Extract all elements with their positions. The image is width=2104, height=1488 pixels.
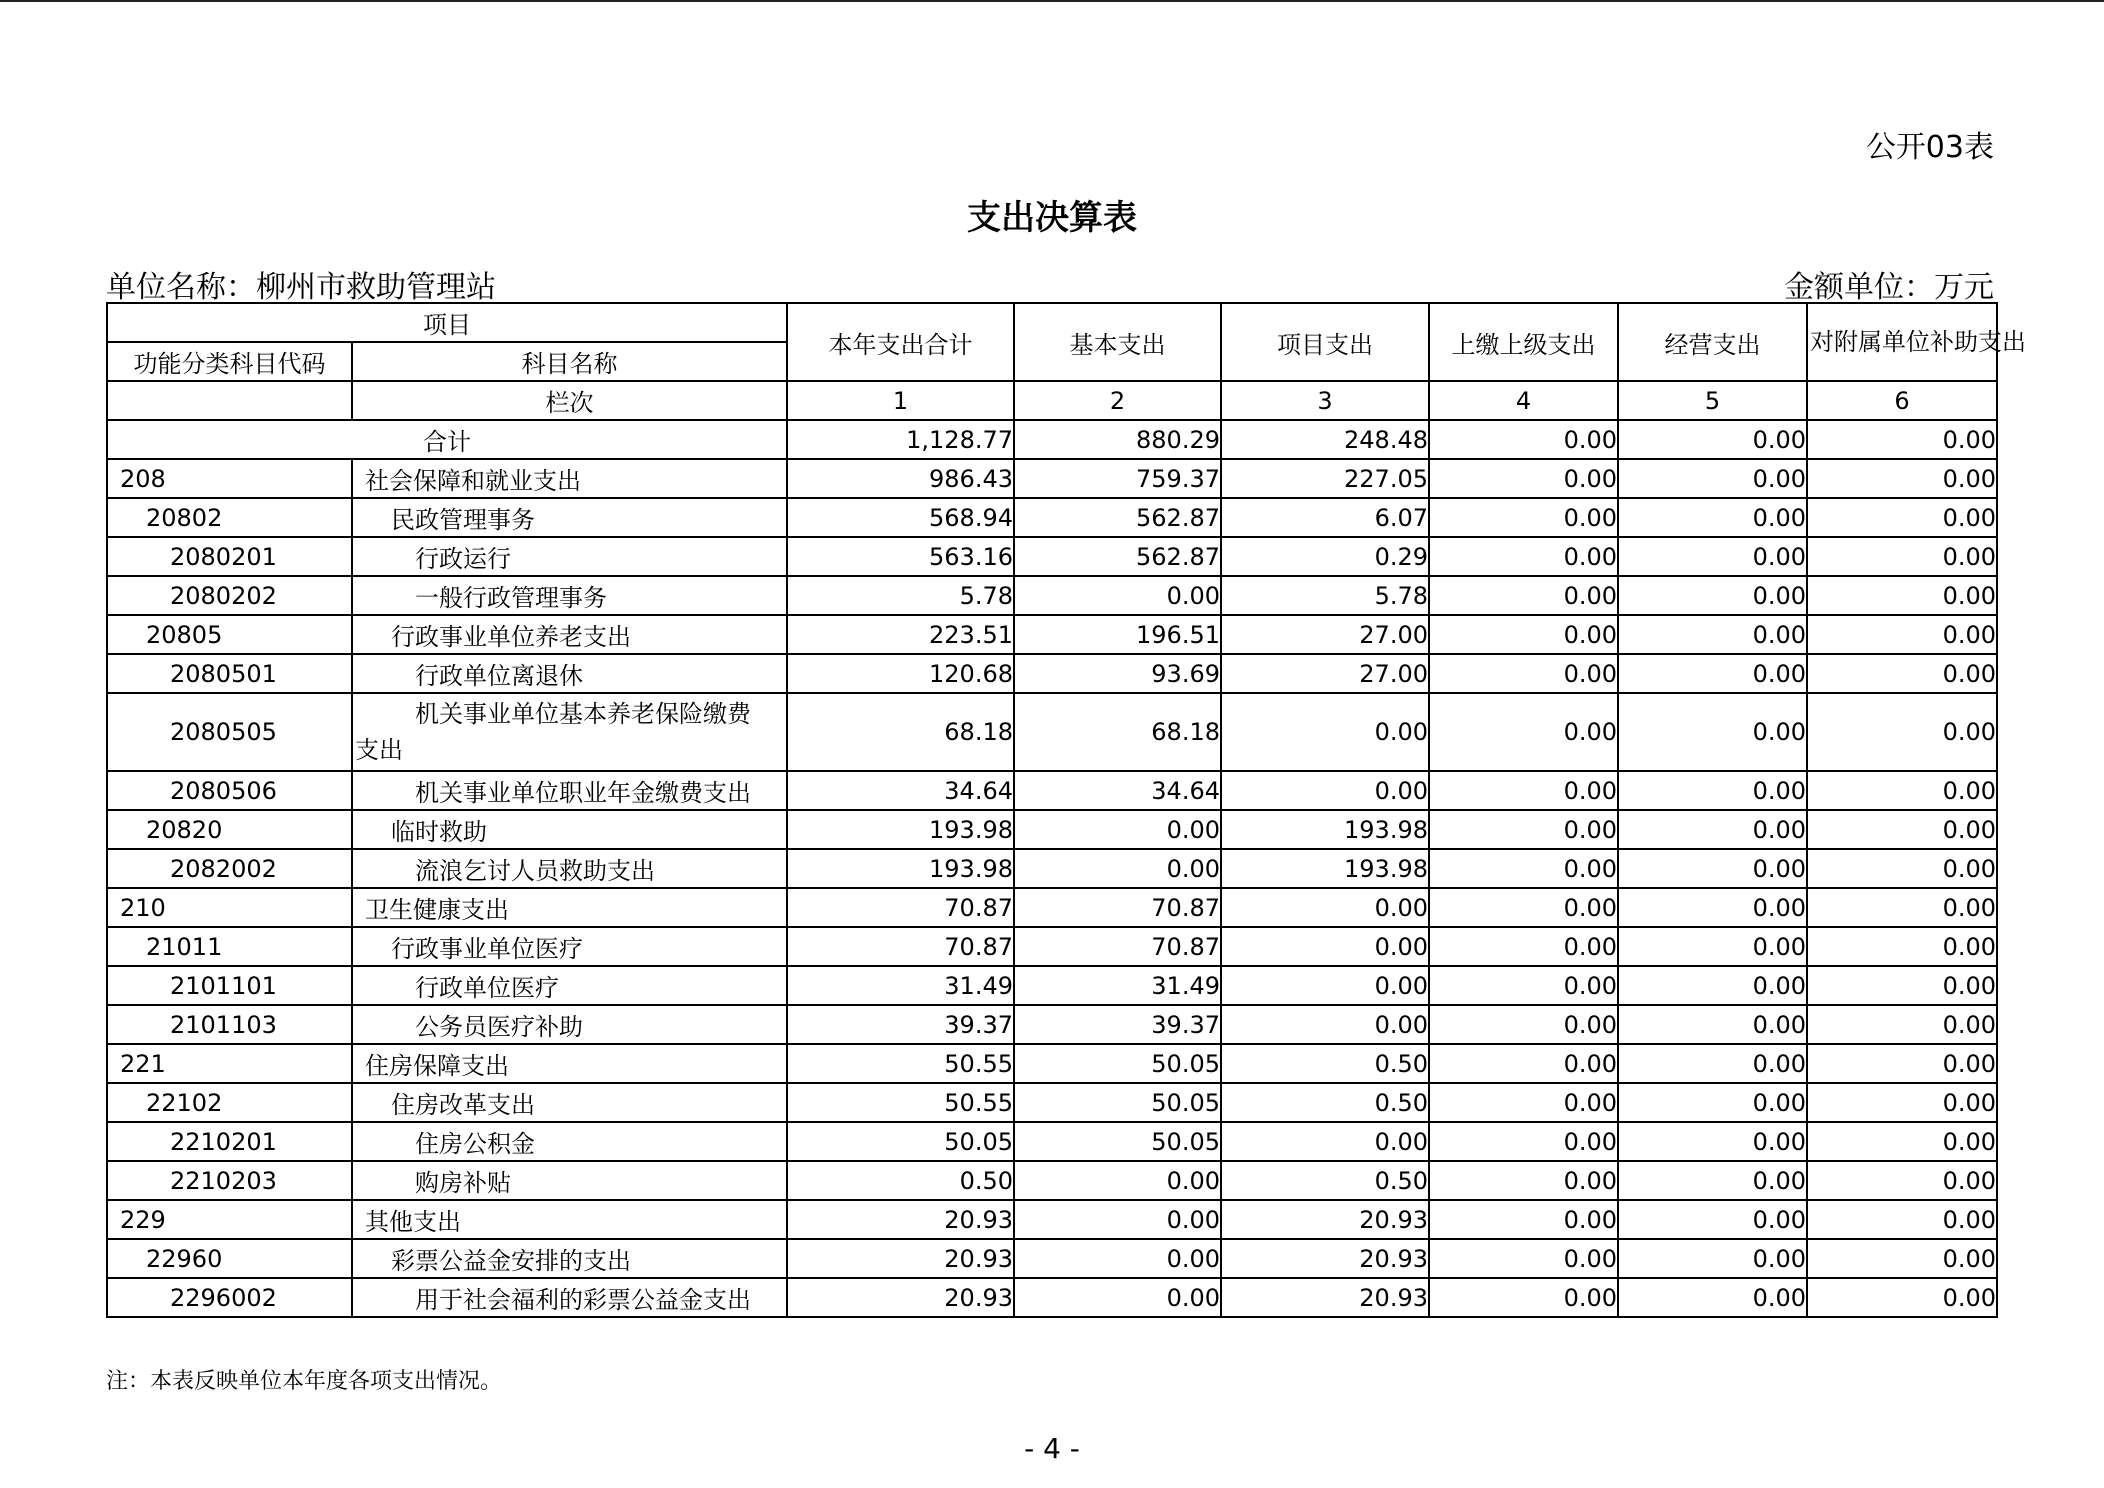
value-cell: 0.00	[1221, 966, 1429, 1005]
column-header: 对附属单位补助支出	[1807, 303, 1997, 381]
value-cell: 0.00	[1807, 420, 1997, 459]
value-cell: 0.00	[1807, 576, 1997, 615]
row-code: 2101101	[107, 966, 352, 1005]
column-header: 项目支出	[1221, 303, 1429, 381]
value-cell: 50.55	[787, 1044, 1014, 1083]
code-header: 功能分类科目代码	[107, 342, 352, 381]
value-cell: 0.00	[1807, 654, 1997, 693]
value-cell: 20.93	[787, 1278, 1014, 1317]
value-cell: 0.00	[1618, 1122, 1807, 1161]
value-cell: 0.00	[1429, 888, 1618, 927]
value-cell: 196.51	[1014, 615, 1221, 654]
value-cell: 562.87	[1014, 498, 1221, 537]
value-cell: 193.98	[787, 849, 1014, 888]
value-cell: 759.37	[1014, 459, 1221, 498]
value-cell: 0.00	[1221, 927, 1429, 966]
value-cell: 0.00	[1429, 810, 1618, 849]
row-code: 2080505	[107, 693, 352, 771]
table-row	[107, 1044, 1997, 1083]
value-cell: 39.37	[787, 1005, 1014, 1044]
column-header: 经营支出	[1618, 303, 1807, 381]
table-row	[107, 498, 1997, 537]
index-label: 栏次	[352, 381, 787, 420]
row-name: 一般行政管理事务	[352, 576, 787, 615]
row-name: 卫生健康支出	[352, 888, 787, 927]
value-cell: 50.55	[787, 1083, 1014, 1122]
value-cell: 0.29	[1221, 537, 1429, 576]
value-cell: 0.00	[1221, 693, 1429, 771]
value-cell: 0.00	[1807, 459, 1997, 498]
value-cell: 0.00	[1221, 888, 1429, 927]
value-cell: 193.98	[1221, 849, 1429, 888]
value-cell: 986.43	[787, 459, 1014, 498]
table-note: 注：本表反映单位本年度各项支出情况。	[106, 1369, 503, 1394]
row-code: 2080506	[107, 771, 352, 810]
value-cell: 0.00	[1618, 615, 1807, 654]
row-name: 其他支出	[352, 1200, 787, 1239]
value-cell: 70.87	[1014, 888, 1221, 927]
value-cell: 0.00	[1014, 1278, 1221, 1317]
value-cell: 6.07	[1221, 498, 1429, 537]
row-code: 221	[107, 1044, 352, 1083]
row-name: 住房改革支出	[352, 1083, 787, 1122]
value-cell: 0.00	[1014, 576, 1221, 615]
value-cell: 39.37	[1014, 1005, 1221, 1044]
row-name: 住房公积金	[352, 1122, 787, 1161]
value-cell: 193.98	[787, 810, 1014, 849]
table-row	[107, 1083, 1997, 1122]
value-cell: 248.48	[1221, 420, 1429, 459]
row-name	[352, 693, 787, 771]
value-cell: 880.29	[1014, 420, 1221, 459]
table-row	[107, 576, 1997, 615]
value-cell: 0.00	[1618, 420, 1807, 459]
value-cell: 0.00	[1618, 537, 1807, 576]
value-cell: 0.00	[1807, 1161, 1997, 1200]
row-code: 229	[107, 1200, 352, 1239]
value-cell: 0.00	[1618, 459, 1807, 498]
value-cell: 0.50	[1221, 1044, 1429, 1083]
table-row	[107, 1239, 1997, 1278]
index-row	[107, 381, 1997, 420]
value-cell: 0.00	[1429, 966, 1618, 1005]
row-code: 20805	[107, 615, 352, 654]
value-cell: 0.00	[1014, 1161, 1221, 1200]
row-code: 208	[107, 459, 352, 498]
value-cell: 0.00	[1807, 810, 1997, 849]
value-cell: 5.78	[787, 576, 1014, 615]
table-row	[107, 888, 1997, 927]
value-cell: 0.00	[1618, 576, 1807, 615]
row-name: 机关事业单位职业年金缴费支出	[352, 771, 787, 810]
row-code: 21011	[107, 927, 352, 966]
index-cell: 3	[1221, 381, 1429, 420]
value-cell: 0.00	[1014, 810, 1221, 849]
table-row	[107, 849, 1997, 888]
value-cell: 0.00	[1807, 1083, 1997, 1122]
value-cell: 0.00	[1807, 1044, 1997, 1083]
table-row	[107, 1200, 1997, 1239]
value-cell: 50.05	[787, 1122, 1014, 1161]
value-cell: 70.87	[1014, 927, 1221, 966]
value-cell: 223.51	[787, 615, 1014, 654]
value-cell: 0.00	[1429, 1122, 1618, 1161]
group-header: 项目	[107, 303, 787, 342]
value-cell: 0.00	[1807, 693, 1997, 771]
value-cell: 0.00	[1221, 771, 1429, 810]
value-cell: 227.05	[1221, 459, 1429, 498]
value-cell: 0.00	[1618, 1005, 1807, 1044]
value-cell: 0.00	[1429, 459, 1618, 498]
index-cell: 6	[1807, 381, 1997, 420]
value-cell: 0.00	[1618, 1161, 1807, 1200]
row-code: 22960	[107, 1239, 352, 1278]
value-cell: 0.00	[1429, 615, 1618, 654]
row-name-line: 机关事业单位基本养老保险缴费	[415, 700, 751, 728]
row-code: 210	[107, 888, 352, 927]
value-cell: 0.00	[1429, 498, 1618, 537]
row-code: 2210201	[107, 1122, 352, 1161]
value-cell: 0.00	[1618, 771, 1807, 810]
value-cell: 20.93	[1221, 1239, 1429, 1278]
value-cell: 93.69	[1014, 654, 1221, 693]
index-cell: 1	[787, 381, 1014, 420]
value-cell: 0.00	[1807, 1005, 1997, 1044]
row-code: 2296002	[107, 1278, 352, 1317]
table-row	[107, 693, 1997, 771]
row-code: 2101103	[107, 1005, 352, 1044]
index-cell: 2	[1014, 381, 1221, 420]
row-name: 临时救助	[352, 810, 787, 849]
row-code: 2082002	[107, 849, 352, 888]
value-cell: 20.93	[787, 1239, 1014, 1278]
column-header: 基本支出	[1014, 303, 1221, 381]
value-cell: 27.00	[1221, 654, 1429, 693]
value-cell: 0.00	[1429, 1161, 1618, 1200]
value-cell: 0.00	[1429, 1278, 1618, 1317]
value-cell: 0.00	[1807, 1278, 1997, 1317]
row-name: 行政运行	[352, 537, 787, 576]
value-cell: 0.00	[1014, 1239, 1221, 1278]
row-name: 住房保障支出	[352, 1044, 787, 1083]
top-border-line	[0, 0, 2104, 2]
row-name: 彩票公益金安排的支出	[352, 1239, 787, 1278]
value-cell: 0.00	[1618, 966, 1807, 1005]
value-cell: 0.00	[1807, 537, 1997, 576]
value-cell: 0.00	[1429, 1083, 1618, 1122]
row-code: 2080201	[107, 537, 352, 576]
form-number: 公开03表	[1865, 130, 1994, 165]
value-cell: 0.00	[1807, 888, 1997, 927]
row-name: 公务员医疗补助	[352, 1005, 787, 1044]
value-cell: 0.00	[1807, 615, 1997, 654]
row-name: 购房补贴	[352, 1161, 787, 1200]
value-cell: 0.00	[1221, 1005, 1429, 1044]
value-cell: 0.00	[1618, 1083, 1807, 1122]
value-cell: 0.00	[1429, 927, 1618, 966]
table-row	[107, 966, 1997, 1005]
index-cell: 4	[1429, 381, 1618, 420]
amount-unit: 金额单位：万元	[1784, 270, 1994, 305]
value-cell: 0.00	[1807, 1200, 1997, 1239]
column-header: 上缴上级支出	[1429, 303, 1618, 381]
document-title: 支出决算表	[967, 198, 1137, 238]
value-cell: 120.68	[787, 654, 1014, 693]
value-cell: 0.00	[1429, 849, 1618, 888]
value-cell: 0.00	[1618, 498, 1807, 537]
value-cell: 0.00	[1807, 1239, 1997, 1278]
value-cell: 0.00	[1429, 537, 1618, 576]
column-header: 本年支出合计	[787, 303, 1014, 381]
value-cell: 0.00	[1618, 888, 1807, 927]
unit-name: 单位名称：柳州市救助管理站	[106, 270, 496, 305]
value-cell: 27.00	[1221, 615, 1429, 654]
row-name: 行政事业单位养老支出	[352, 615, 787, 654]
value-cell: 31.49	[787, 966, 1014, 1005]
page-number: - 4 -	[1024, 1432, 1080, 1465]
row-name: 民政管理事务	[352, 498, 787, 537]
row-name-line: 支出	[355, 736, 403, 764]
row-name: 行政事业单位医疗	[352, 927, 787, 966]
value-cell: 0.00	[1807, 1122, 1997, 1161]
value-cell: 568.94	[787, 498, 1014, 537]
value-cell: 0.00	[1014, 849, 1221, 888]
value-cell: 20.93	[1221, 1278, 1429, 1317]
value-cell: 0.00	[1618, 1044, 1807, 1083]
total-row	[107, 420, 1997, 459]
value-cell: 0.00	[1429, 771, 1618, 810]
expenditure-table	[106, 302, 2026, 1318]
value-cell: 20.93	[1221, 1200, 1429, 1239]
table-row	[107, 927, 1997, 966]
value-cell: 0.00	[1429, 1200, 1618, 1239]
row-name: 用于社会福利的彩票公益金支出	[352, 1278, 787, 1317]
table-row	[107, 810, 1997, 849]
value-cell: 0.50	[1221, 1161, 1429, 1200]
value-cell: 0.50	[1221, 1083, 1429, 1122]
value-cell: 34.64	[787, 771, 1014, 810]
value-cell: 0.00	[1807, 498, 1997, 537]
value-cell: 50.05	[1014, 1083, 1221, 1122]
row-name: 社会保障和就业支出	[352, 459, 787, 498]
value-cell: 563.16	[787, 537, 1014, 576]
value-cell: 0.00	[1429, 693, 1618, 771]
value-cell: 0.00	[1618, 810, 1807, 849]
row-code: 2080501	[107, 654, 352, 693]
value-cell: 0.00	[1221, 1122, 1429, 1161]
total-label: 合计	[107, 420, 787, 459]
table-row	[107, 1278, 1997, 1317]
value-cell: 0.00	[1429, 654, 1618, 693]
value-cell: 0.00	[1807, 849, 1997, 888]
value-cell: 562.87	[1014, 537, 1221, 576]
row-name: 流浪乞讨人员救助支出	[352, 849, 787, 888]
value-cell: 0.00	[1429, 1239, 1618, 1278]
value-cell: 0.00	[1618, 849, 1807, 888]
name-header: 科目名称	[352, 342, 787, 381]
table-row	[107, 615, 1997, 654]
table-row	[107, 771, 1997, 810]
row-code: 2080202	[107, 576, 352, 615]
value-cell: 0.00	[1618, 654, 1807, 693]
value-cell: 50.05	[1014, 1122, 1221, 1161]
value-cell: 0.00	[1807, 966, 1997, 1005]
table-row	[107, 459, 1997, 498]
value-cell: 0.50	[787, 1161, 1014, 1200]
value-cell: 68.18	[787, 693, 1014, 771]
value-cell: 70.87	[787, 927, 1014, 966]
value-cell: 0.00	[1429, 420, 1618, 459]
table-row	[107, 654, 1997, 693]
value-cell: 31.49	[1014, 966, 1221, 1005]
value-cell: 34.64	[1014, 771, 1221, 810]
value-cell: 193.98	[1221, 810, 1429, 849]
value-cell: 0.00	[1618, 1278, 1807, 1317]
row-code: 22102	[107, 1083, 352, 1122]
table-row	[107, 537, 1997, 576]
value-cell: 0.00	[1807, 771, 1997, 810]
value-cell: 0.00	[1618, 927, 1807, 966]
value-cell: 68.18	[1014, 693, 1221, 771]
row-code: 20820	[107, 810, 352, 849]
index-blank	[107, 381, 352, 420]
row-code: 20802	[107, 498, 352, 537]
value-cell: 20.93	[787, 1200, 1014, 1239]
row-name: 行政单位离退休	[352, 654, 787, 693]
value-cell: 0.00	[1618, 1200, 1807, 1239]
value-cell: 50.05	[1014, 1044, 1221, 1083]
value-cell: 70.87	[787, 888, 1014, 927]
table-row	[107, 1161, 1997, 1200]
value-cell: 0.00	[1618, 1239, 1807, 1278]
table-row	[107, 1005, 1997, 1044]
value-cell: 0.00	[1429, 1044, 1618, 1083]
value-cell: 1,128.77	[787, 420, 1014, 459]
value-cell: 0.00	[1807, 927, 1997, 966]
header-row-1	[107, 303, 1997, 342]
value-cell: 5.78	[1221, 576, 1429, 615]
row-code: 2210203	[107, 1161, 352, 1200]
value-cell: 0.00	[1429, 576, 1618, 615]
index-cell: 5	[1618, 381, 1807, 420]
value-cell: 0.00	[1618, 693, 1807, 771]
table-row	[107, 1122, 1997, 1161]
value-cell: 0.00	[1429, 1005, 1618, 1044]
value-cell: 0.00	[1014, 1200, 1221, 1239]
row-name: 行政单位医疗	[352, 966, 787, 1005]
